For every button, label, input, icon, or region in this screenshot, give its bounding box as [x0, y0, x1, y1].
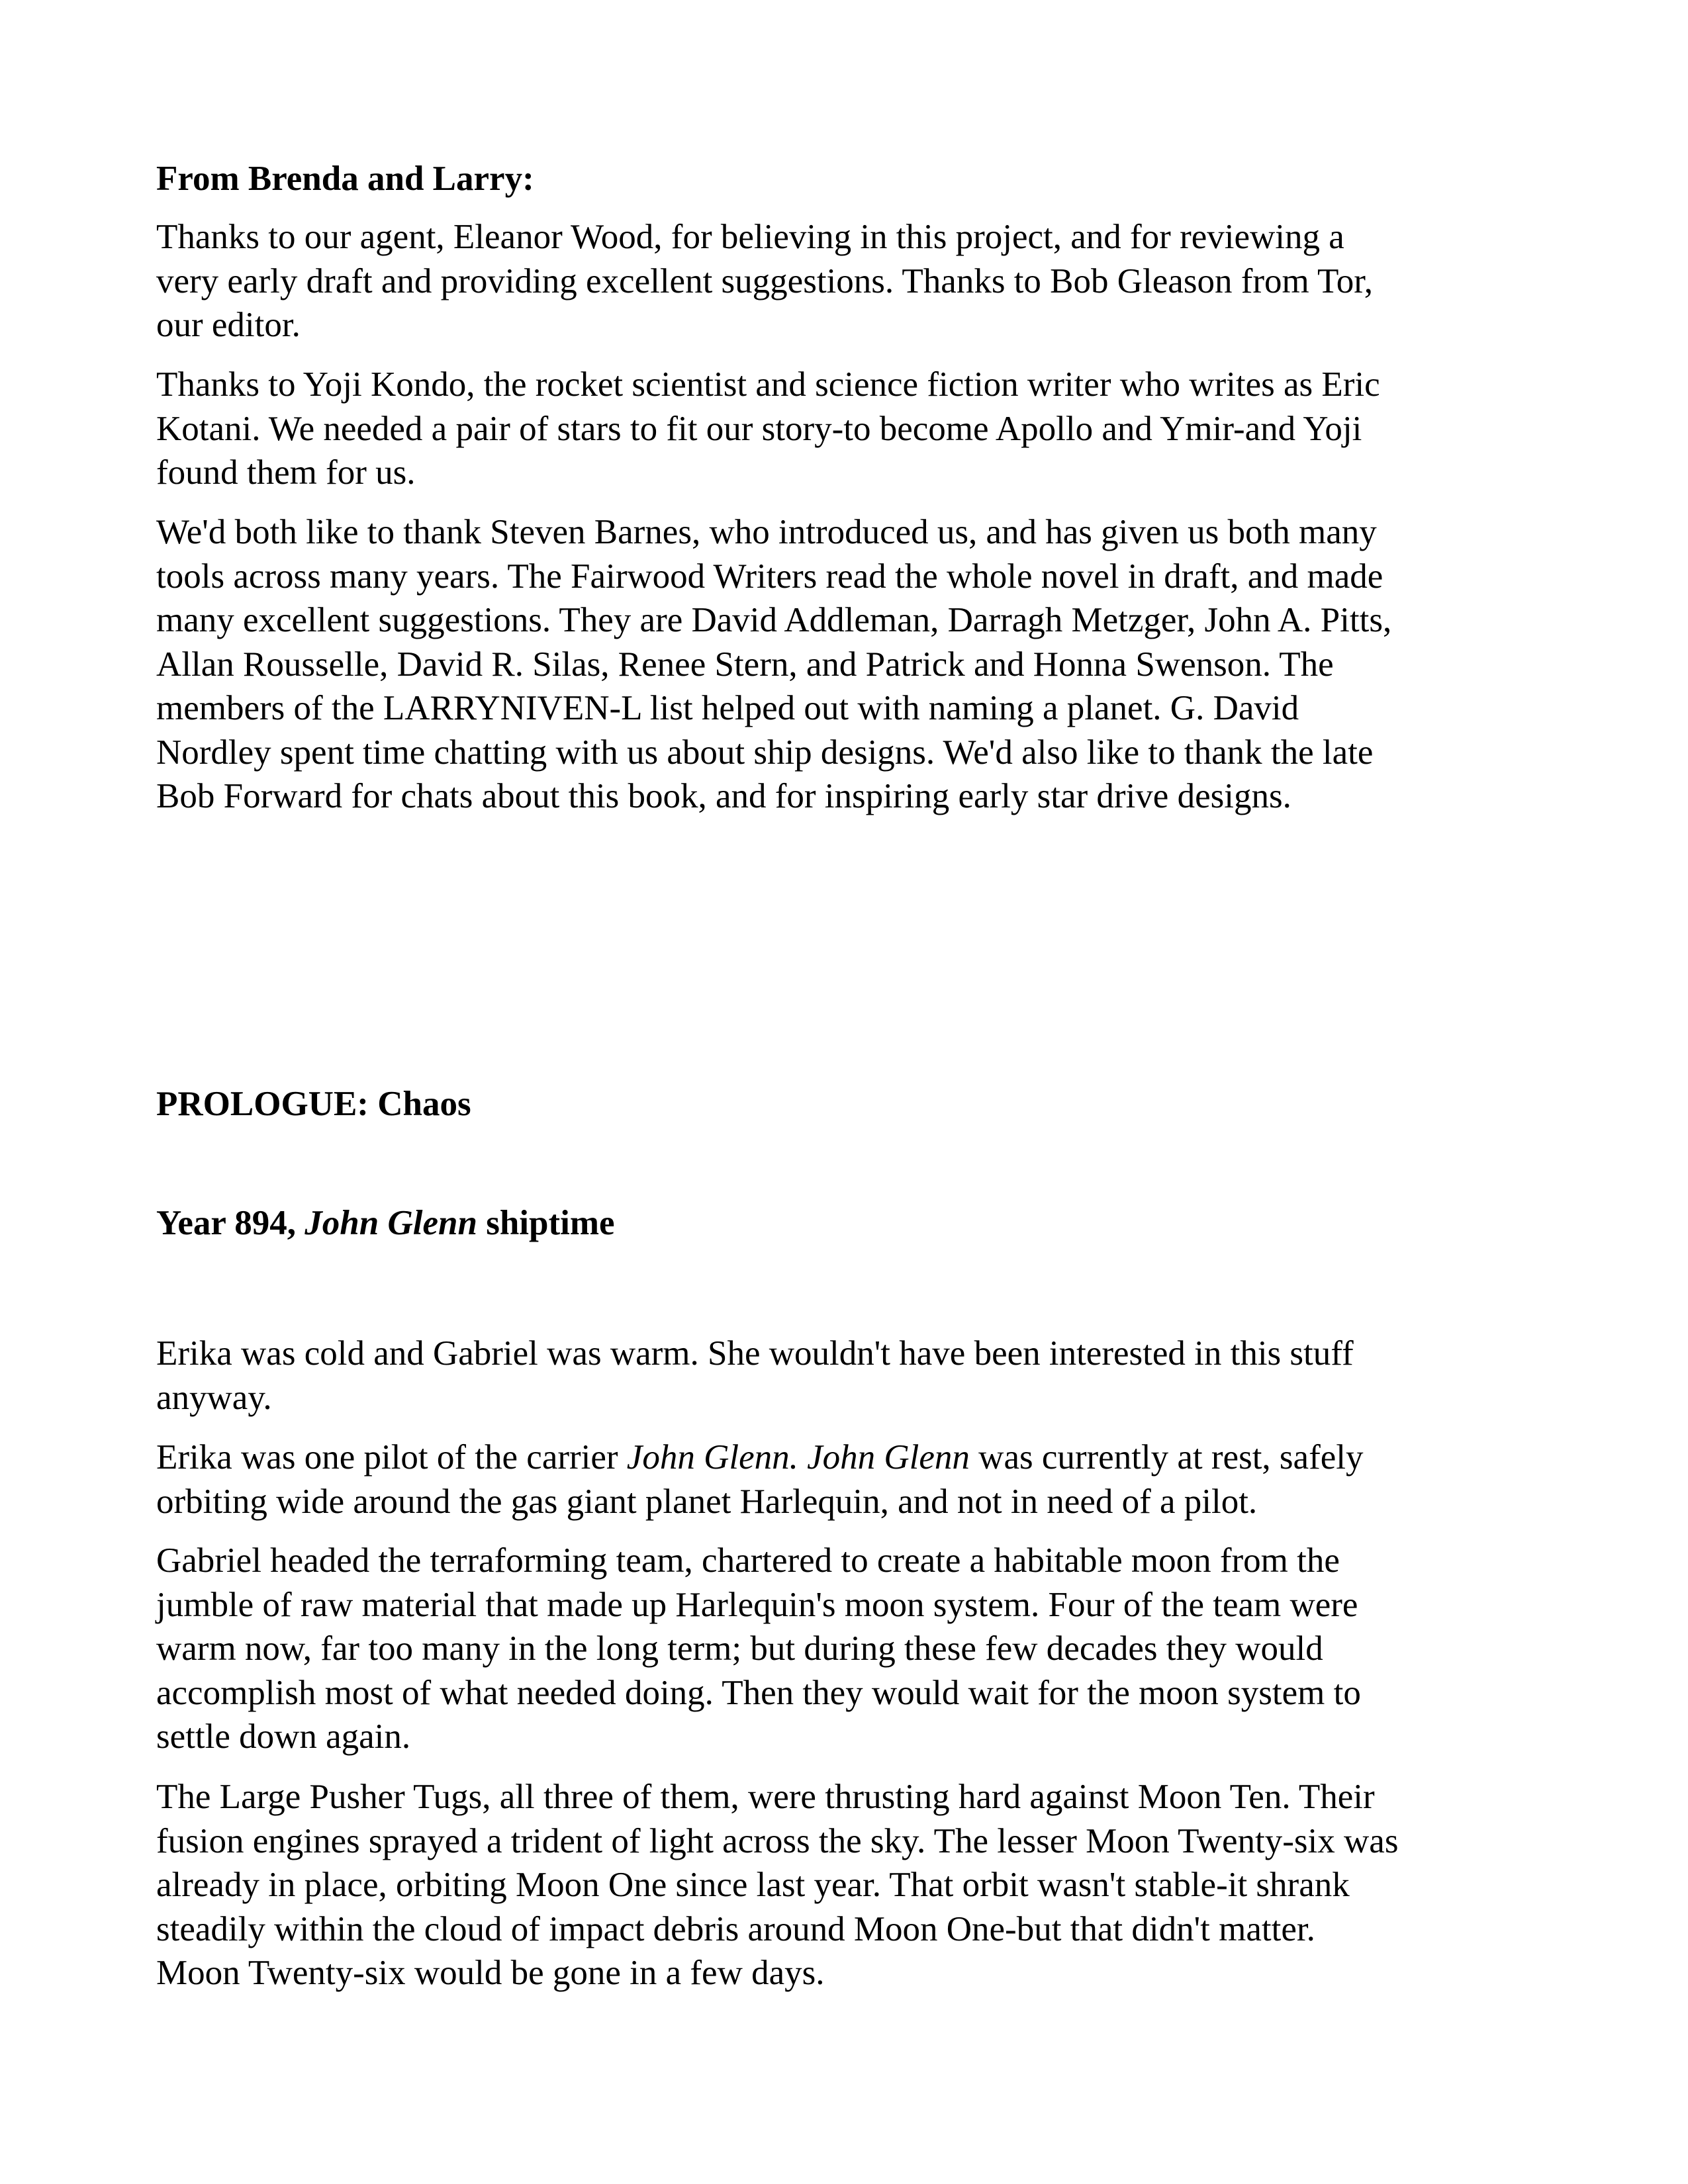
text-line: tools across many years. The Fairwood Writers read the whole novel in draft, and made: [156, 557, 1383, 596]
prologue-paragraph-erika-gabriel: [156, 1332, 1540, 1420]
prologue-heading: PROLOGUE: Chaos: [156, 1085, 471, 1123]
text-line: warm now, far too many in the long term; but during these few decades they would: [156, 1629, 1323, 1668]
text-line: already in place, orbiting Moon One since last year. That orbit wasn't stable-it shrank: [156, 1866, 1350, 1904]
punctuation: .: [789, 1438, 798, 1477]
prologue-paragraph-pilot: [156, 1435, 1540, 1524]
prologue-paragraph-terraforming: [156, 1539, 1540, 1759]
acknowledgments-heading: From Brenda and Larry:: [156, 159, 534, 198]
ship-name: John Glenn: [305, 1204, 477, 1242]
ship-name: John Glenn: [807, 1438, 970, 1477]
text-run: Erika was one pilot of the carrier: [156, 1438, 618, 1477]
text-line: Moon Twenty-six would be gone in a few days.: [156, 1954, 825, 1992]
acknowledgments-paragraph-kondo: [156, 363, 1540, 495]
text-line: anyway.: [156, 1378, 272, 1417]
acknowledgments-paragraph-agent: [156, 215, 1540, 347]
text-line: Allan Rousselle, David R. Silas, Renee Stern, and Patrick and Honna Swenson. The: [156, 645, 1334, 684]
text-line: Gabriel headed the terraforming team, chartered to create a habitable moon from the: [156, 1541, 1340, 1580]
text-line: steadily within the cloud of impact debris around Moon One-but that didn't matter.: [156, 1909, 1315, 1948]
subheading-prefix: Year 894,: [156, 1204, 296, 1242]
text-line: jumble of raw material that made up Harlequin's moon system. Four of the team were: [156, 1585, 1358, 1624]
text-line: settle down again.: [156, 1717, 411, 1756]
text-line: fusion engines sprayed a trident of light across the sky. The lesser Moon Twenty-six was: [156, 1821, 1399, 1860]
text-line: [156, 1435, 1540, 1480]
text-line: many excellent suggestions. They are David Addleman, Darragh Metzger, John A. Pitts,: [156, 601, 1392, 639]
subheading-suffix: shiptime: [486, 1204, 615, 1242]
text-line: very early draft and providing excellent suggestions. Thanks to Bob Gleason from Tor,: [156, 261, 1373, 300]
text-line: found them for us.: [156, 453, 416, 492]
acknowledgments-paragraph-barnes: [156, 510, 1540, 819]
text-line: Nordley spent time chatting with us about ship designs. We'd also like to thank the late: [156, 733, 1374, 772]
text-line: Bob Forward for chats about this book, and for inspiring early star drive designs.: [156, 777, 1291, 815]
text-line: orbiting wide around the gas giant planet Harlequin, and not in need of a pilot.: [156, 1482, 1258, 1521]
text-line: Erika was cold and Gabriel was warm. She wouldn't have been interested in this stuff: [156, 1334, 1354, 1373]
prologue-subheading: [156, 1201, 615, 1245]
prologue-paragraph-pusher-tugs: [156, 1775, 1540, 1995]
text-line: our editor.: [156, 306, 301, 344]
text-run: was currently at rest, safely: [978, 1438, 1364, 1477]
text-line: We'd both like to thank Steven Barnes, who introduced us, and has given us both many: [156, 513, 1377, 551]
text-line: accomplish most of what needed doing. Then they would wait for the moon system to: [156, 1673, 1361, 1712]
text-line: members of the LARRYNIVEN-L list helped out with naming a planet. G. David: [156, 689, 1299, 727]
document-page: [156, 0, 1540, 2184]
ship-name: John Glenn: [626, 1438, 790, 1477]
text-line: The Large Pusher Tugs, all three of them, were thrusting hard against Moon Ten. Their: [156, 1778, 1375, 1816]
text-line: Kotani. We needed a pair of stars to fit our story-to become Apollo and Ymir-and Yoji: [156, 409, 1362, 448]
text-line: Thanks to our agent, Eleanor Wood, for believing in this project, and for reviewing a: [156, 218, 1344, 256]
text-line: Thanks to Yoji Kondo, the rocket scientist and science fiction writer who writes as Eric: [156, 365, 1380, 404]
